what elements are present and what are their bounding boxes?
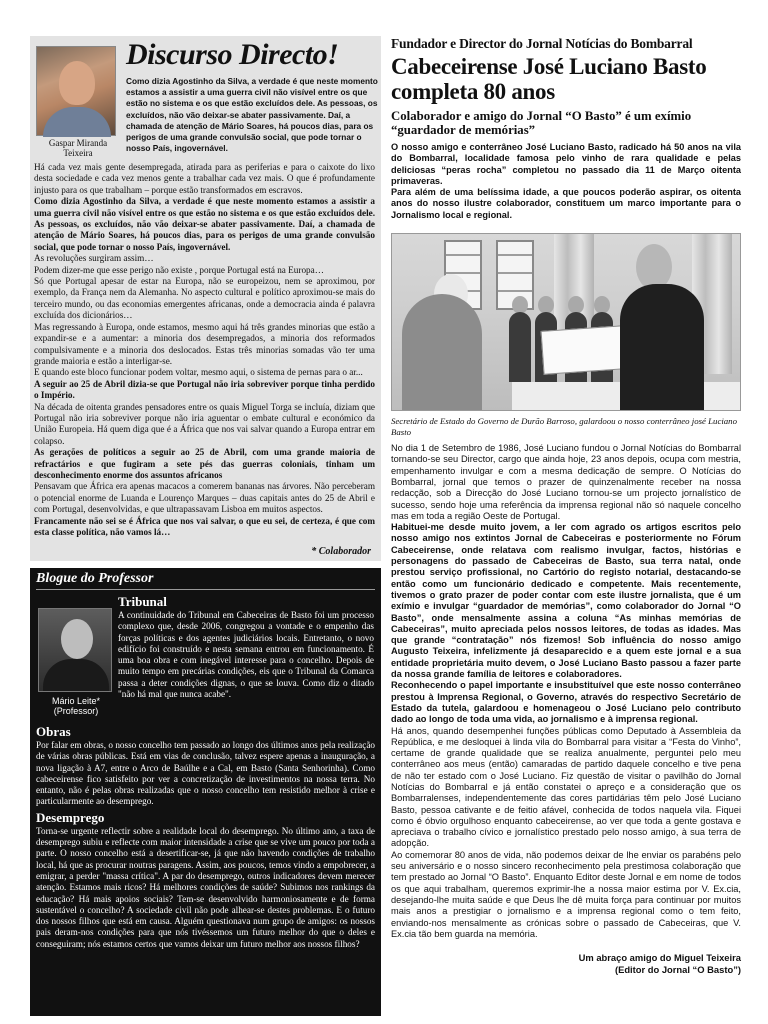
article-signoff [391, 952, 741, 975]
professor-suit-shape [43, 659, 109, 692]
tribunal-heading: Tribunal [118, 594, 167, 609]
discurso-paragraph: A seguir ao 25 de Abril dizia-se que Portugal não iria sobreviver porque tinha perdido o Império. [34, 378, 375, 401]
desemprego-heading: Desemprego [36, 809, 105, 825]
tribunal-text: A continuidade do Tribunal em Cabeceiras de Basto foi um processo complexo que, desde 2006, congregou a vontade e o empenho das forças políticas e dos agentes judiciários locais. Entretanto, o novo edifício foi construído e nesta semana entrou em funcionamento. É uma boa obra e com inegável interesse para o concelho. Depois de muito tempo em precárias condições, eis que o Tribunal da Comarca passa a deter condições dignas, o que se louva. Como diz o ditado "não há mal que nunca acabe". [118, 610, 374, 700]
left-column [30, 36, 381, 1016]
honoree-figure [402, 294, 482, 411]
article-headline: Cabeceirense José Luciano Basto completa 80 anos [391, 54, 707, 104]
secretary-figure [620, 284, 704, 411]
article-lead-paragraph: O nosso amigo e conterrâneo José Luciano Basto, radicado há 50 anos na vila do Bombarral, localidade famosa pelo vinho de rara qualidade e pelas deliciosas “peras rocha” completou no passado dia 11 de Março oitenta primaveras. [391, 142, 741, 186]
author-shirt-shape [43, 107, 111, 137]
discurso-paragraph: As gerações de políticos a seguir ao 25 de Abril, com uma grande maioria de refractários e que fugiram a sete pés das guerras coloniais, tinham um desconhecimento enorme dos assuntos africanos [34, 447, 375, 480]
discurso-paragraph: Há cada vez mais gente desempregada, atirada para as periferias e para o caixote do lixo desta sociedade e cada vez menos gente a trabalhar cada vez mais. O que é profundamente injusto para os que trabalham – porque estão transformados em escravos. [34, 162, 375, 195]
author-head-shape [59, 61, 95, 105]
discurso-paragraph: Como dizia Agostinho da Silva, a verdade é que neste momento estamos a assistir a uma guerra civil não visível entre os que estão no sistema e os que estão excluídos dele. As pessoas, os excluídos, não vão deixar-se abater passivamente. Daí, a chamada de atenção de Mário Soares, há poucos dias, para os perigos de uma grande convulsão social, que pode tornar o nosso País, ingovernável. [34, 196, 375, 252]
discurso-paragraph: As revoluções surgiram assim… [34, 253, 154, 264]
article-kicker: Fundador e Director do Jornal Notícias do Bombarral [391, 36, 693, 51]
right-column [391, 36, 741, 975]
professor-head-shape [61, 619, 93, 659]
article-lead [391, 142, 741, 221]
discurso-body [34, 162, 375, 538]
certificate-shape [541, 325, 628, 375]
author-caption: Gaspar Miranda Teixeira [48, 138, 108, 158]
discurso-paragraph: Pensavam que África era apenas macacos a comerem bananas nas árvores. Não perceberam o potencial enorme de Luanda e Lourenço Marques – duas capitais antes do 25 de Abril e com Portugal, desenvolvidas, e que ultrapassavam Lisboa em muitos aspectos. [34, 481, 375, 515]
blogue-title: Blogue do Professor [36, 571, 375, 590]
blogue-do-professor-box [30, 568, 381, 1016]
article-paragraph: Ao comemorar 80 anos de vida, não podemos deixar de lhe enviar os parabéns pelo seu aniversário e o nosso sincero reconhecimento pela prestimosa colaboração que tem prestado ao Jornal “O Basto”. Enquanto Editor deste Jornal e em nome de todos os que aqui trabalham, queremos exprimir-lhe a nossa maior estima por V. Ex.cia, desejando-lhe muita saúde e que Deus lhe dê muita força para continuar por muitos mais anos a prestigiar o jornalismo e a imprensa regional como o tem feito, enviando-nos mensalmente as crónicas sobre o passado de Cabeceiras, que V. Ex.cia tão bem guarda na memória. [391, 849, 741, 939]
article-paragraph: Habituei-me desde muito jovem, a ler com agrado os artigos escritos pelo nosso amigo nos extintos Jornal de Cabeceiras e posteriormente no Fórum Cabeceirense, onde relatava com realismo invulgar, factos, histórias e personagens do passado de Cabeceiras de Basto, sua terra natal, onde prestou serviço profissional, no Cartório do registo notarial, destacando-se então como um funcionário dedicado e competente. Mais recentemente, tivemos o grato prazer de poder contar com este ilustre jornalista, que é um exímio e invulgar “guardador de memórias”, como colaborador do Jornal “O Basto”, onde mensalmente assina a coluna “As minhas memórias de Cabeceiras”, muito apreciada pelos nossos leitores, de todas as idades. Mas que grande “contratação” nós fizemos! Sob influência do nosso amigo Augusto Teixeira, infelizmente já desaparecido e a quem este jornal e a sua entidade proprietária muito devem, o José Luciano Basto passou a fazer parte da nossa grande família de leitores e colaboradores. [391, 522, 741, 680]
desemprego-text: Torna-se urgente reflectir sobre a realidade local do desemprego. No último ano, a taxa de desemprego subiu e reflecte com maior intensidade a crise que se vive um pouco por toda a parte. O nosso concelho está a desertificar-se, já que não havendo condições de trabalho local, há que as procurar noutras paragens. Assim, aos poucos, temos vindo a empobrecer, a emigrar, a perder "massa crítica". A par do desemprego, outros indicadores devem merecer atenção. Estamos mais ricos? Há melhores condições de saúde? Subimos nos rankings da educação? Há mais apoios sociais? Tem-se desenvolvido harmoniosamente e de forma sustentável o concelho? A sociedade civil não pode alhear-se destes problemas. E o futuro dos nossos filhos que está em causa. Alguém questionava num grupo de amigos: os nossos pais deram-nos condições para que nós tivéssemos um futuro melhor do que o deles e conseguiram; nós estamos certos que vamos deixar um futuro melhor aos nossos filhos? [36, 825, 375, 949]
discurso-paragraph: Na década de oitenta grandes pensadores entre os quais Miguel Torga se incluía, diziam que Portugal não iria sobreviver porque não iria aguentar o embate cultural e económico da União Europeia. Há quem diga que é a África que nos vai salvar quando a Europa entrar em colapso. [34, 401, 375, 446]
article-paragraph: Há anos, quando desempenhei funções públicas como Deputado à Assembleia da República, e me desloquei à linda vila do Bombarral para visitar a “Festa do Vinho”, certame de grande qualidade que se realiza anualmente, perguntei pelo meu conterrâneo aos meus (então) camaradas de partido daquele concelho e tive pena de não ter estado com o José Luciano. Fiz questão de visitar o pavilhão do Jornal Notícias do Bombarral e já então constatei o apreço e a consideração que os Bombarralenses, independentemente das cores partidárias têm pelo José Luciano Basto, pessoa cativante e de feitio afável, conhecida de todos naquela vila. Fiquei como é óbvio orgulhoso enquanto cabeceirense, ao ver que toda a gente gostava e apreciava o trabalho cívico e jornalístico prestado pelo nosso amigo, à sua terra de adopção. [391, 725, 741, 849]
professor-caption: Mário Leite* (Professor) [51, 696, 101, 716]
tribunal-section [36, 594, 375, 722]
discurso-paragraph: Mas regressando à Europa, onde estamos, mesmo aqui há três grandes minorias que estão a expandir-se e a aumentar: a minoria dos desempregados, a minoria dos reformados compulsivamente e a minoria dos deslocados. Estas três minorias somadas vão ter uma grande maioria e estão a interligar-se. [34, 321, 375, 366]
discurso-header [34, 38, 378, 158]
discurso-paragraph: Só que Portugal apesar de estar na Europa, não se europeizou, nem se aproximou, por exemplo, da França nem da Alemanha. No aspecto cultural e político aproximou-se mais do terceiro mundo, ou das economias emergentes africanas, onde a democracia ainda é palavra excluída dos dicionários… [34, 276, 375, 321]
discurso-paragraph: Podem dizer-me que esse perigo não existe , porque Portugal está na Europa… [34, 264, 324, 275]
obras-section [36, 724, 375, 808]
article-lead-paragraph: Para além de uma belíssima idade, a que poucos poderão aspirar, os oitenta anos do nosso ilustre colaborador, constituem um marco importante para o Jornalismo local e regional. [391, 187, 741, 220]
article-subhead: Colaborador e amigo do Jornal “O Basto” é um exímio “guardador de memórias” [391, 109, 692, 137]
discurso-signature: * Colaborador [311, 546, 371, 557]
discurso-lead: Como dizia Agostinho da Silva, a verdade é que neste momento estamos a assistir a uma guerra civil não visível entre os que estão no sistema e os que estão excluídos dele. As pessoas, os excluídos, não vão deixar-se abater passivamente. Daí, a chamada de atenção de Mário Soares, há poucos dias, para os perigos de uma grande convulsão social, que pode tornar o nosso País, ingovernável. [126, 76, 378, 154]
article-paragraph: Reconhecendo o papel importante e insubstituível que este nosso conterrâneo prestou à Imprensa Regional, o Governo, através do respectivo Secretário de Estado da tutela, galardoou e homenageou o José Luciano pelo contributo dado ao longo de toda uma vida, ao jornalismo e à imprensa regional. [391, 680, 741, 725]
signoff-line: (Editor do Jornal “O Basto”) [614, 963, 741, 975]
obras-text: Por falar em obras, o nosso concelho tem passado ao longo dos últimos anos pela realização de várias obras públicas. Está em vias de conclusão, talvez espere apenas a inauguração, a nova ligação à A7, entre o Arco de Baúlhe e a Cal, em Basto (Santa Senhorinha). Como cabeceirense fico satisfeito por ver a concretização de investimentos na nossa terra. No entanto, não é pelas obras realizadas que o nosso concelho tem resistido melhor à crise e particularmente ao desemprego. [36, 740, 375, 807]
ceremony-photo [391, 233, 741, 411]
professor-photo [38, 608, 112, 692]
desemprego-section [36, 810, 375, 950]
discurso-paragraph: E quando este bloco funcionar podem voltar, mesmo aqui, o sistema de pernas para o ar... [34, 367, 363, 378]
photo-caption: Secretário de Estado do Governo de Durão Barroso, galardoou o nosso conterrâneo josé Luciano Basto [391, 416, 737, 437]
background-person [509, 312, 531, 382]
obras-heading: Obras [36, 724, 71, 739]
author-photo [36, 46, 116, 136]
signoff-line: Um abraço amigo do Miguel Teixeira [578, 952, 741, 964]
article-body [391, 443, 741, 940]
discurso-title: Discurso Directo! [126, 38, 339, 71]
discurso-paragraph: Francamente não sei se é África que nos vai salvar, o que eu sei, de certeza, é que com esta classe política, não vamos lá… [34, 515, 375, 537]
article-paragraph: No dia 1 de Setembro de 1986, José Luciano fundou o Jornal Notícias do Bombarral tornando-se seu Director, cargo que ainda hoje, 23 anos depois, ocupa com mestria, empenhamento invulgar e com a mesma dedicação de sempre. O Notícias do Bombarral, jornal que temos o prazer de quinzenalmente receber na nossa redacção, sob a Direcção do José Luciano tornou-se um projecto jornalístico de sucesso, sendo hoje uma referência da imprensa regional não só naquele concelho mas em toda a região Oeste de Portugal. [391, 443, 741, 521]
discurso-directo-box [30, 36, 381, 561]
